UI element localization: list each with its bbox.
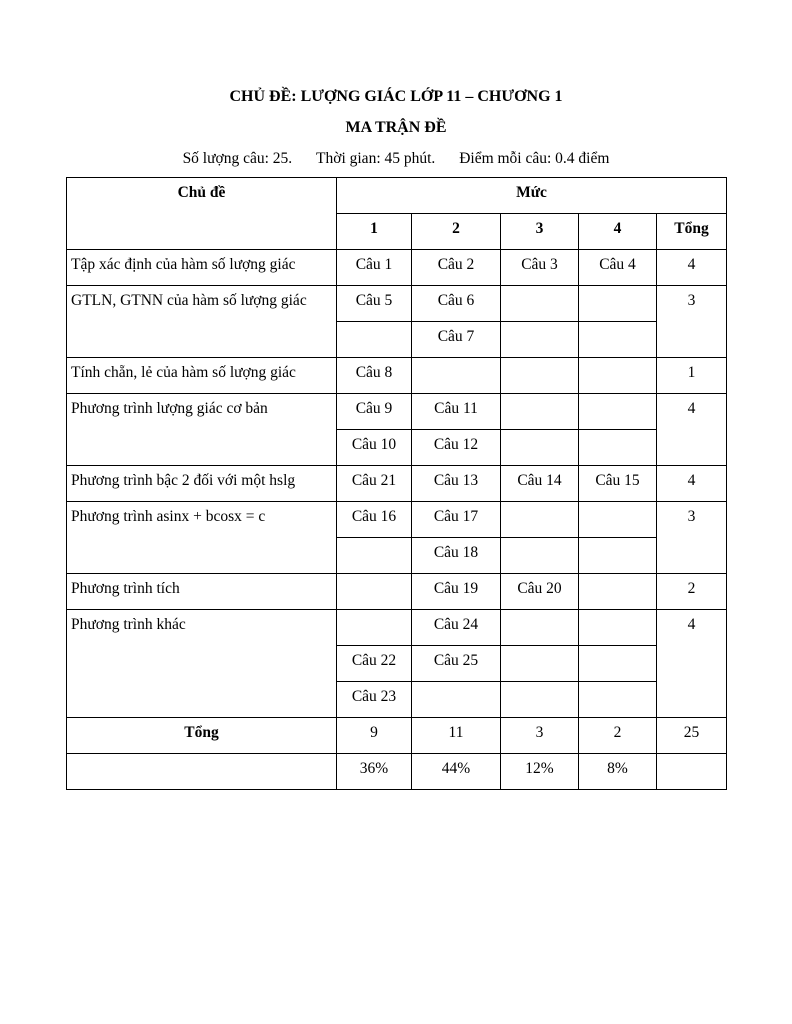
total-cell: 1	[657, 358, 727, 394]
question-cell	[501, 610, 579, 646]
percent-cell: 12%	[501, 754, 579, 790]
total-cell: 4	[657, 250, 727, 286]
empty-cell	[67, 754, 337, 790]
question-cell	[337, 610, 412, 646]
question-cell: Câu 18	[412, 538, 501, 574]
question-cell: Câu 6	[412, 286, 501, 322]
question-cell	[579, 502, 657, 538]
question-cell	[579, 574, 657, 610]
total-cell: 4	[657, 394, 727, 466]
topic-cell: Phương trình bậc 2 đối với một hslg	[67, 466, 337, 502]
matrix-row	[67, 394, 727, 430]
question-cell: Câu 4	[579, 250, 657, 286]
question-cell	[579, 322, 657, 358]
question-cell: Câu 22	[337, 646, 412, 682]
total-count-cell: 9	[337, 718, 412, 754]
document-subtitle: MA TRẬN ĐỀ	[345, 119, 447, 136]
total-cell: 4	[657, 610, 727, 718]
question-cell	[579, 286, 657, 322]
info-duration: Thời gian: 45 phút.	[316, 150, 436, 167]
header-level-4: 4	[579, 214, 657, 250]
matrix-row	[67, 358, 727, 394]
total-count-cell: 3	[501, 718, 579, 754]
question-cell: Câu 3	[501, 250, 579, 286]
question-cell: Câu 14	[501, 466, 579, 502]
total-count-cell: 11	[412, 718, 501, 754]
test-matrix-table	[66, 177, 727, 790]
question-cell	[579, 682, 657, 718]
footer-label: Tổng	[67, 718, 337, 754]
question-cell: Câu 25	[412, 646, 501, 682]
info-points-per-question: Điểm mỗi câu: 0.4 điểm	[459, 150, 610, 167]
question-cell: Câu 12	[412, 430, 501, 466]
topic-cell: Phương trình khác	[67, 610, 337, 718]
question-cell	[501, 502, 579, 538]
header-level-1: 1	[337, 214, 412, 250]
topic-cell: Phương trình tích	[67, 574, 337, 610]
question-cell	[579, 358, 657, 394]
percent-cell: 36%	[337, 754, 412, 790]
matrix-row	[67, 574, 727, 610]
matrix-row	[67, 466, 727, 502]
question-cell	[412, 682, 501, 718]
question-cell: Câu 17	[412, 502, 501, 538]
question-cell: Câu 16	[337, 502, 412, 538]
question-cell: Câu 21	[337, 466, 412, 502]
header-topic: Chủ đề	[67, 178, 337, 250]
empty-cell	[657, 754, 727, 790]
total-count-cell: 2	[579, 718, 657, 754]
document-info-line	[0, 150, 792, 168]
topic-cell: Tính chẵn, lẻ của hàm số lượng giác	[67, 358, 337, 394]
footer-total-row	[67, 718, 727, 754]
question-cell	[501, 394, 579, 430]
matrix-row	[67, 286, 727, 322]
question-cell	[501, 646, 579, 682]
question-cell: Câu 11	[412, 394, 501, 430]
topic-cell: Tập xác định của hàm số lượng giác	[67, 250, 337, 286]
matrix-row	[67, 502, 727, 538]
matrix-row	[67, 610, 727, 646]
topic-cell: GTLN, GTNN của hàm số lượng giác	[67, 286, 337, 358]
question-cell: Câu 23	[337, 682, 412, 718]
total-cell: 4	[657, 466, 727, 502]
topic-cell: Phương trình lượng giác cơ bản	[67, 394, 337, 466]
question-cell: Câu 7	[412, 322, 501, 358]
total-cell: 3	[657, 502, 727, 574]
question-cell	[579, 538, 657, 574]
question-cell: Câu 20	[501, 574, 579, 610]
question-cell	[337, 574, 412, 610]
question-cell	[501, 538, 579, 574]
question-cell	[501, 286, 579, 322]
question-cell	[337, 322, 412, 358]
document-title: CHỦ ĐỀ: LƯỢNG GIÁC LỚP 11 – CHƯƠNG 1	[229, 88, 563, 105]
question-cell	[579, 610, 657, 646]
question-cell	[501, 358, 579, 394]
question-cell: Câu 9	[337, 394, 412, 430]
info-question-count: Số lượng câu: 25.	[182, 150, 293, 167]
percent-cell: 44%	[412, 754, 501, 790]
question-cell	[501, 322, 579, 358]
question-cell	[579, 394, 657, 430]
question-cell	[579, 646, 657, 682]
question-cell	[579, 430, 657, 466]
total-cell: 2	[657, 574, 727, 610]
question-cell	[501, 430, 579, 466]
question-cell: Câu 24	[412, 610, 501, 646]
matrix-row	[67, 250, 727, 286]
question-cell	[412, 358, 501, 394]
grand-total-cell: 25	[657, 718, 727, 754]
footer-percent-row	[67, 754, 727, 790]
total-cell: 3	[657, 286, 727, 358]
question-cell: Câu 10	[337, 430, 412, 466]
question-cell: Câu 13	[412, 466, 501, 502]
question-cell: Câu 5	[337, 286, 412, 322]
question-cell: Câu 2	[412, 250, 501, 286]
percent-cell: 8%	[579, 754, 657, 790]
topic-cell: Phương trình asinx + bcosx = c	[67, 502, 337, 574]
header-total: Tổng	[657, 214, 727, 250]
question-cell: Câu 8	[337, 358, 412, 394]
question-cell: Câu 1	[337, 250, 412, 286]
header-level-3: 3	[501, 214, 579, 250]
question-cell	[501, 682, 579, 718]
header-level-group: Mức	[337, 178, 727, 214]
header-row-1	[67, 178, 727, 214]
question-cell	[337, 538, 412, 574]
question-cell: Câu 15	[579, 466, 657, 502]
header-level-2: 2	[412, 214, 501, 250]
question-cell: Câu 19	[412, 574, 501, 610]
